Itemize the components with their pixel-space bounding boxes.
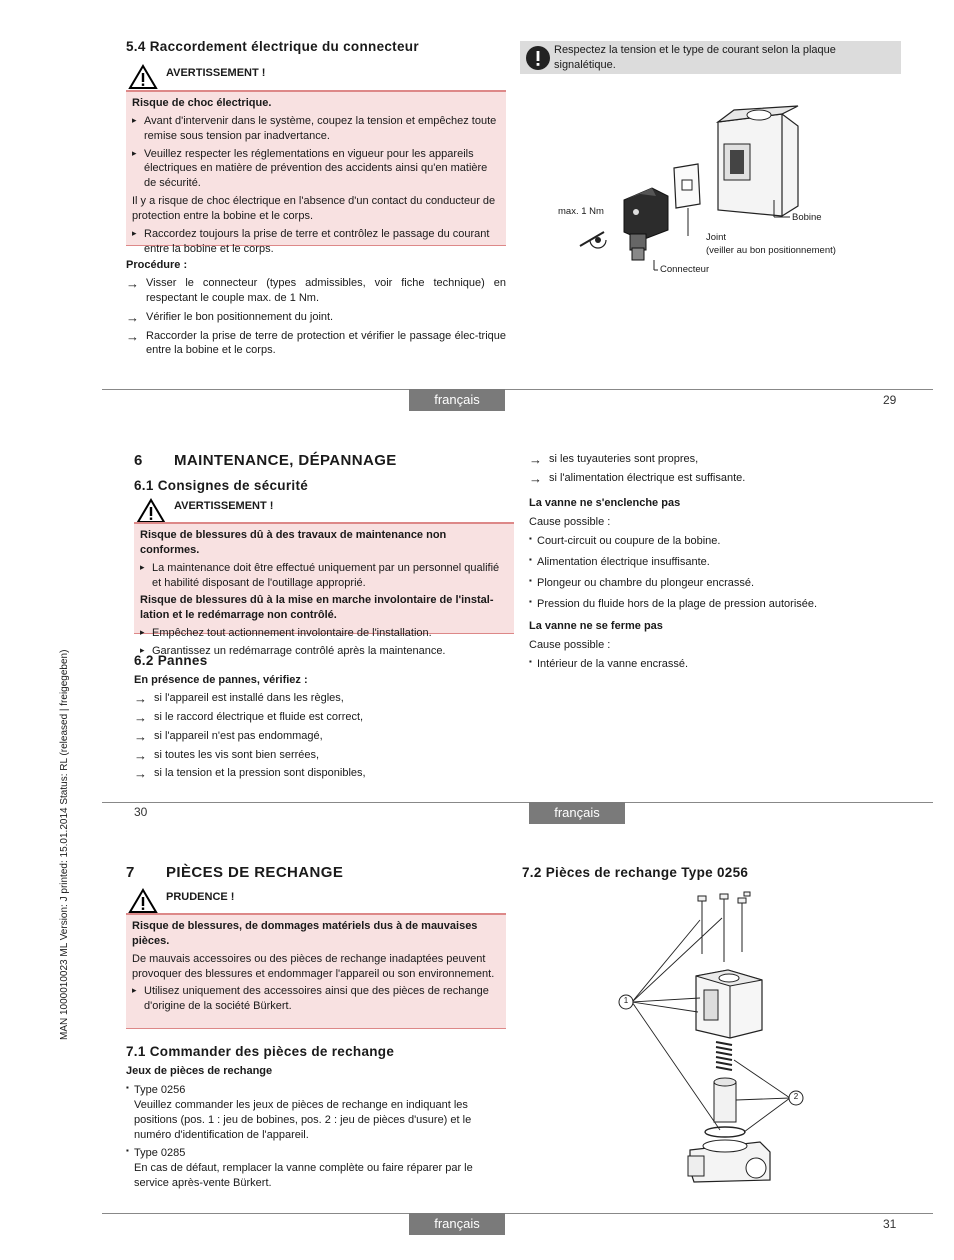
risk-title: Risque de choc électrique. <box>132 97 272 109</box>
fault-causes <box>529 657 909 678</box>
page-footer-rule <box>102 1213 933 1214</box>
procedure-title: Procédure : <box>126 259 188 271</box>
procedure-step: → Visser le connecteur (types admissibles, voir fiche technique) en respectant le couple max. de 1 Nm. <box>126 276 506 306</box>
language-tab: français <box>409 389 505 411</box>
procedure-steps <box>126 276 506 362</box>
position-label-1: 1 <box>623 996 629 1005</box>
section-title-7-2: 7.2 Pièces de rechange Type 0256 <box>522 865 749 880</box>
check-item: → si le raccord électrique et fluide est correct, <box>134 710 514 725</box>
spare-parts-figure <box>610 890 810 1190</box>
check-list <box>134 691 514 785</box>
section-title-7-1: 7.1 Commander des pièces de rechange <box>126 1044 395 1059</box>
page-number: 31 <box>883 1217 897 1231</box>
warning-bullet: ▸ Garantissez un redémarrage contrôlé après la maintenance. <box>140 644 508 659</box>
page-number: 29 <box>883 393 897 407</box>
warning-label: AVERTISSEMENT ! <box>174 500 274 512</box>
warning-bullet: ▸ Raccordez toujours la prise de terre et contrôlez le passage du courant entre la bobine et le corps. <box>132 227 500 257</box>
risk-title: Risque de blessures dû à des travaux de maintenance non conformes. <box>140 529 447 556</box>
cause-label: Cause possible : <box>529 516 611 528</box>
label-torque: max. 1 Nm <box>558 206 604 217</box>
caution-label: PRUDENCE ! <box>166 891 235 903</box>
type-text: En cas de défaut, remplacer la vanne complète ou faire réparer par le service après-vente Bürkert. <box>134 1162 473 1190</box>
warning-box <box>126 90 506 255</box>
cause-item: ▪ Alimentation électrique insuffisante. <box>529 555 909 570</box>
warning-triangle-icon <box>128 64 158 90</box>
check-list-continued <box>529 452 909 490</box>
caution-paragraph: De mauvais accessoires ou des pièces de rechange inadaptées peuvent provoquer des blessures et endommager l'appareil ou son environnement. <box>132 952 495 980</box>
type-item: ▪ Type 0256 <box>126 1083 506 1098</box>
check-item: → si l'appareil est installé dans les règles, <box>134 691 514 706</box>
chapter-number: 7 <box>126 864 135 881</box>
risk-title: Risque de blessures, de dommages matériels dus à de mauvaises pièces. <box>132 920 478 947</box>
note-box <box>520 41 901 74</box>
label-seal-note: (veiller au bon positionnement) <box>706 245 836 256</box>
label-seal: Joint <box>706 232 727 243</box>
chapter-number: 6 <box>134 452 143 469</box>
check-title: En présence de pannes, vérifiez : <box>134 674 308 686</box>
section-title-6-2: 6.2 Pannes <box>134 653 208 668</box>
page-footer-rule <box>102 802 933 803</box>
warning-bullet: ▸ La maintenance doit être effectué uniquement par un personnel qualifié et habilité disposant de l'outillage approprié. <box>140 561 508 591</box>
check-item: → si la tension et la pression sont disponibles, <box>134 766 514 781</box>
check-item: → si l'appareil n'est pas endommagé, <box>134 729 514 744</box>
warning-bullet: ▸ Veuillez respecter les réglementations en vigueur pour les appareils électriques en matière de prévention des accidents ainsi qu'en matière de sécurité. <box>132 147 500 192</box>
cause-item: ▪ Court-circuit ou coupure de la bobine. <box>529 534 909 549</box>
cause-item: ▪ Plongeur ou chambre du plongeur encrassé. <box>529 576 909 591</box>
check-item: → si les tuyauteries sont propres, <box>529 452 909 467</box>
section-title-5-4: 5.4 Raccordement électrique du connecteur <box>126 39 419 54</box>
warning-label: AVERTISSEMENT ! <box>166 67 266 79</box>
warning-triangle-icon <box>128 888 158 914</box>
exclamation-circle-icon <box>524 44 552 72</box>
procedure-step: → Raccorder la prise de terre de protection et vérifier le passage élec-trique entre la bobine et le corps. <box>126 329 506 359</box>
fault-causes <box>529 534 909 617</box>
document-meta-text: MAN 1000010023 ML Version: J printed: 15.01.2014 Status: RL (released | freigegeben) <box>59 649 70 1040</box>
kits-list <box>126 1083 506 1191</box>
warning-paragraph: Il y a risque de choc électrique en l'absence d'un contact du conducteur de protection entre la bobine et le corps. <box>132 195 496 222</box>
type-text: Veuillez commander les jeux de pièces de rechange en indiquant les positions (pos. 1 : jeu de bobines, pos. 2 : jeu de pièces d'usure) et le numéro d'identification de l'appareil. <box>134 1098 472 1141</box>
page-footer-rule <box>102 389 933 390</box>
caution-bullet: ▸ Utilisez uniquement des accessoires ainsi que des pièces de rechange d'origine de la société Bürkert. <box>132 984 500 1014</box>
label-coil: Bobine <box>792 212 822 223</box>
warning-triangle-icon <box>136 498 166 524</box>
cause-item: ▪ Pression du fluide hors de la plage de pression autorisée. <box>529 597 909 612</box>
fault-title: La vanne ne se ferme pas <box>529 620 663 632</box>
cause-label: Cause possible : <box>529 639 611 651</box>
language-tab: français <box>529 802 625 824</box>
check-item: → si toutes les vis sont bien serrées, <box>134 748 514 763</box>
section-title-6-1: 6.1 Consignes de sécurité <box>134 478 309 493</box>
chapter-title: PIÈCES DE RECHANGE <box>166 864 344 881</box>
label-connector: Connecteur <box>660 264 710 275</box>
check-item: → si l'alimentation électrique est suffisante. <box>529 471 909 486</box>
procedure-step: → Vérifier le bon positionnement du joint. <box>126 310 506 325</box>
risk-title: Risque de blessures dû à la mise en marche involontaire de l'instal-lation et le redémarrage non contrôlé. <box>140 594 494 622</box>
chapter-title: MAINTENANCE, DÉPANNAGE <box>174 452 397 469</box>
fault-title: La vanne ne s'enclenche pas <box>529 497 681 509</box>
type-item: ▪ Type 0285 <box>126 1146 506 1161</box>
warning-bullet: ▸ Empêchez tout actionnement involontaire de l'installation. <box>140 626 508 641</box>
warning-box <box>134 522 514 657</box>
caution-box <box>126 913 506 1029</box>
cause-item: ▪ Intérieur de la vanne encrassé. <box>529 657 909 672</box>
language-tab: français <box>409 1213 505 1235</box>
kits-title: Jeux de pièces de rechange <box>126 1065 273 1077</box>
page-number: 30 <box>134 805 148 819</box>
note-text: Respectez la tension et le type de courant selon la plaque signalétique. <box>554 44 836 71</box>
warning-bullet: ▸ Avant d'intervenir dans le système, coupez la tension et empêchez toute remise sous tension par inadvertance. <box>132 114 500 144</box>
position-label-2: 2 <box>793 1092 799 1101</box>
